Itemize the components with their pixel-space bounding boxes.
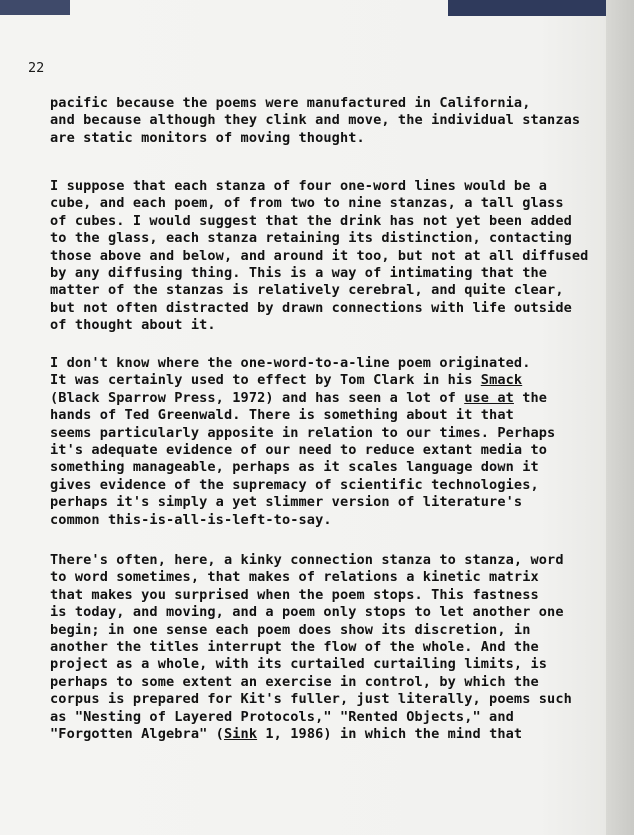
text-line: corpus is prepared for Kit's fuller, just literally, poems such	[50, 691, 572, 708]
text-line: and because although they clink and move, the individual stanzas	[50, 112, 581, 129]
text-line: perhaps it's simply a yet slimmer version of literature's	[50, 494, 523, 511]
text-line: begin; in one sense each poem does show its discretion, in	[50, 621, 531, 638]
text-line: that makes you surprised when the poem stops. This fastness	[50, 586, 539, 603]
page-gutter-edge	[606, 0, 634, 835]
text-line: gives evidence of the supremacy of scientific technologies,	[50, 476, 539, 493]
text-line: of cubes. I would suggest that the drink has not yet been added	[50, 212, 572, 229]
text-line: another the titles interrupt the flow of the whole. And the	[50, 639, 539, 656]
text-line: as "Nesting of Layered Protocols," "Rented Objects," and	[50, 708, 514, 725]
text-line: is today, and moving, and a poem only stops to let another one	[50, 604, 564, 621]
text-line: it's adequate evidence of our need to reduce extant media to	[50, 442, 548, 459]
text-line: by any diffusing thing. This is a way of intimating that the	[50, 265, 548, 282]
text-line: of thought about it.	[50, 317, 216, 334]
text-line: There's often, here, a kinky connection stanza to stanza, word	[50, 552, 564, 568]
text-line: those above and below, and around it too, but not at all diffused	[50, 247, 589, 264]
text-line: pacific because the poems were manufactured in California,	[50, 95, 531, 111]
paragraph-1	[50, 95, 590, 147]
text-line: hands of Ted Greenwald. There is something about it that	[50, 407, 514, 424]
text-line: It was certainly used to effect by Tom Clark in his Smack	[50, 372, 523, 389]
text-line: matter of the stanzas is relatively cerebral, and quite clear,	[50, 282, 564, 299]
paragraph-3	[50, 355, 590, 529]
text-line: something manageable, perhaps as it scales language down it	[50, 459, 539, 476]
text-line: perhaps to some extent an exercise in control, by which the	[50, 673, 539, 690]
text-line: "Forgotten Algebra" (Sink 1, 1986) in which the mind that	[50, 726, 523, 743]
text-line: to word sometimes, that makes of relations a kinetic matrix	[50, 569, 539, 586]
text-line: but not often distracted by drawn connections with life outside	[50, 299, 572, 316]
text-line: seems particularly apposite in relation to our times. Perhaps	[50, 424, 556, 441]
text-line: project as a whole, with its curtailed curtailing limits, is	[50, 656, 548, 673]
text-line: I don't know where the one-word-to-a-line poem originated.	[50, 355, 531, 371]
scan-edge-left	[0, 0, 70, 15]
paragraph-4	[50, 552, 590, 743]
paragraph-2	[50, 178, 590, 335]
text-line: cube, and each poem, of from two to nine stanzas, a tall glass	[50, 195, 564, 212]
text-line: to the glass, each stanza retaining its distinction, contacting	[50, 230, 572, 247]
page-number: 22	[28, 60, 45, 76]
text-line: (Black Sparrow Press, 1972) and has seen a lot of use at the	[50, 389, 548, 406]
text-line: are static monitors of moving thought.	[50, 129, 365, 146]
text-line: I suppose that each stanza of four one-word lines would be a	[50, 178, 548, 194]
scan-edge-right	[448, 0, 608, 16]
text-line: common this-is-all-is-left-to-say.	[50, 511, 332, 528]
